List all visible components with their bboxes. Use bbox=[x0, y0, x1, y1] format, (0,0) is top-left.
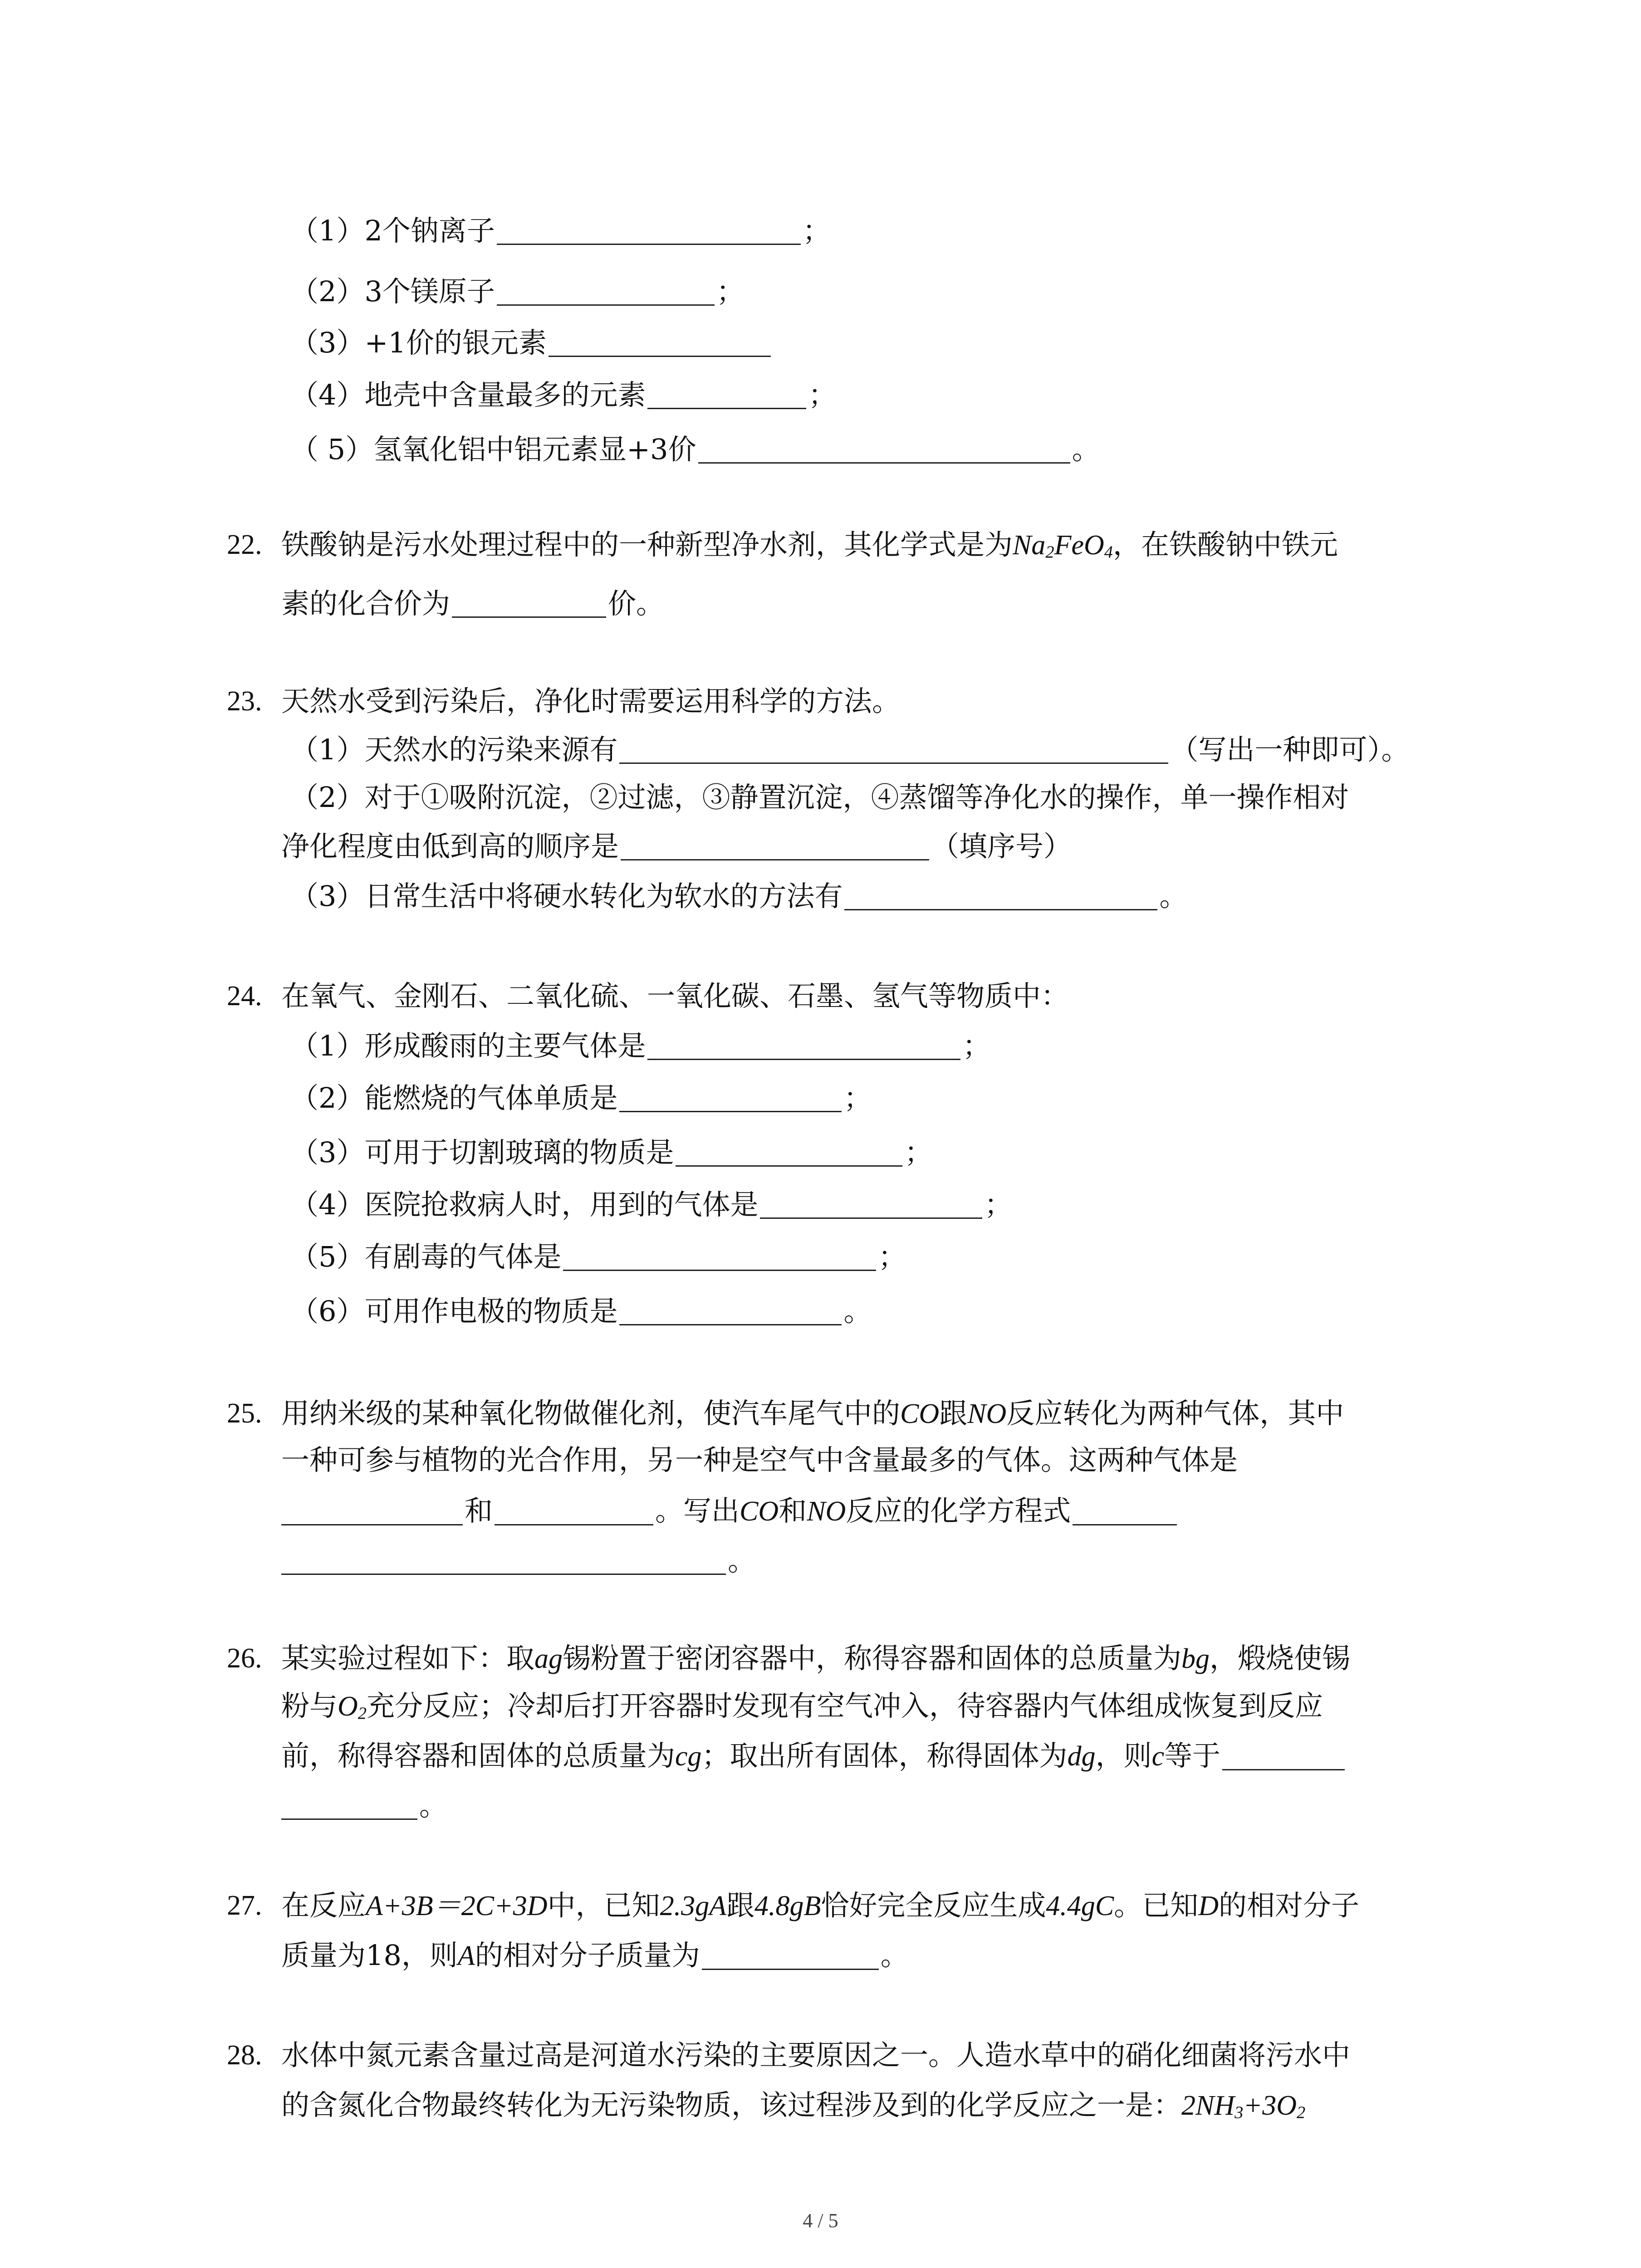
var-dg: dg bbox=[1067, 1741, 1096, 1772]
q26-text: ，则 bbox=[1095, 1739, 1152, 1772]
answer-blank[interactable] bbox=[1222, 1744, 1345, 1770]
q26-text: ，煅烧使锡 bbox=[1210, 1642, 1351, 1675]
q27-text: 跟 bbox=[726, 1889, 754, 1922]
q24-item-1 bbox=[290, 1029, 991, 1062]
answer-blank[interactable] bbox=[281, 1793, 417, 1820]
answer-blank[interactable] bbox=[676, 1140, 902, 1167]
q24-item-end: 。 bbox=[843, 1295, 872, 1328]
q26-text: 锡粉置于密闭容器中，称得容器和固体的总质量为 bbox=[563, 1642, 1182, 1675]
q22-text: 素的化合价为 bbox=[281, 587, 451, 620]
q26-line-1 bbox=[281, 1644, 1350, 1673]
q26-text: 充分反应；冷却后打开容器时发现有空气冲入，待容器内气体组成恢复到反应 bbox=[367, 1689, 1323, 1722]
q22-text: 铁酸钠是污水处理过程中的一种新型净水剂，其化学式是为 bbox=[281, 528, 1013, 561]
q25-text: 反应转化为两种气体，其中 bbox=[1006, 1397, 1344, 1430]
answer-blank[interactable] bbox=[702, 1943, 879, 1970]
q21-item-1-end: ； bbox=[802, 214, 831, 247]
q27-text: 。已知 bbox=[1114, 1889, 1199, 1922]
answer-blank[interactable] bbox=[619, 737, 1168, 764]
q25-text: 和 bbox=[465, 1494, 493, 1527]
formula-co: CO bbox=[740, 1496, 779, 1527]
q23-stem: 天然水受到污染后，净化时需要运用科学的方法。 bbox=[281, 684, 901, 718]
answer-blank[interactable] bbox=[621, 834, 929, 860]
q24-item-end: ； bbox=[878, 1240, 906, 1273]
mass-b: 4.8gB bbox=[754, 1891, 821, 1921]
q27-text: 质量为18，则 bbox=[281, 1939, 458, 1972]
q27-text: 在反应 bbox=[281, 1889, 366, 1922]
answer-blank[interactable] bbox=[281, 1499, 463, 1525]
q24-item-4 bbox=[290, 1188, 1013, 1221]
q22-text: 价。 bbox=[608, 587, 665, 620]
question-number: 22. bbox=[227, 529, 262, 560]
q27-line-2 bbox=[281, 1941, 909, 1970]
var-cg: cg bbox=[675, 1741, 702, 1772]
q24-stem: 在氧气、金刚石、二氧化硫、一氧化碳、石墨、氢气等物质中： bbox=[281, 979, 1069, 1012]
q24-item-6 bbox=[290, 1295, 872, 1328]
q21-item-1-label: （1）2个钠离子 bbox=[290, 214, 495, 247]
q21-item-3 bbox=[290, 326, 773, 359]
q28-line-2 bbox=[281, 2088, 1306, 2122]
q25-text: 反应的化学方程式 bbox=[846, 1494, 1071, 1527]
var-bg: bg bbox=[1181, 1643, 1210, 1674]
q21-item-4-label: （4）地壳中含量最多的元素 bbox=[290, 378, 646, 411]
q28-text: 的含氮化合物最终转化为无污染物质，该过程涉及到的化学反应之一是： bbox=[281, 2088, 1182, 2121]
answer-blank[interactable] bbox=[619, 1299, 842, 1325]
question-number: 23. bbox=[227, 686, 262, 717]
formula: $Na_2FeO_4$ bbox=[1013, 530, 1113, 562]
q24-item-5 bbox=[290, 1240, 906, 1273]
formula-no: NO bbox=[967, 1398, 1007, 1429]
q27-text: 。 bbox=[880, 1939, 909, 1972]
answer-blank[interactable] bbox=[619, 1085, 842, 1112]
answer-blank[interactable] bbox=[647, 382, 806, 409]
formula-nh3: $2NH_3+3O_2$ bbox=[1181, 2090, 1306, 2122]
q25-line-2: 一种可参与植物的光合作用，另一种是空气中含量最多的气体。这两种气体是 bbox=[281, 1443, 1238, 1476]
answer-blank[interactable] bbox=[281, 1548, 726, 1575]
q26-line-3 bbox=[281, 1739, 1347, 1772]
q26-text: 等于 bbox=[1164, 1739, 1221, 1772]
var-d: D bbox=[1198, 1891, 1219, 1921]
answer-blank[interactable] bbox=[495, 1499, 653, 1525]
question-number: 28. bbox=[227, 2040, 262, 2071]
q26-text: 粉与 bbox=[281, 1689, 338, 1722]
answer-blank[interactable] bbox=[563, 1244, 876, 1271]
question-number: 25. bbox=[227, 1398, 262, 1429]
answer-blank[interactable] bbox=[452, 591, 606, 618]
q27-text: 的相对分子质量为 bbox=[475, 1939, 700, 1972]
mass-a: 2.3gA bbox=[660, 1891, 726, 1921]
q24-item-end: ； bbox=[962, 1029, 991, 1062]
q23-text: （3）日常生活中将硬水转化为软水的方法有 bbox=[290, 880, 843, 913]
formula-o2: $O_2$ bbox=[338, 1691, 367, 1723]
q24-item-end: ； bbox=[984, 1188, 1013, 1221]
q28-line-1: 水体中氮元素含量过高是河道水污染的主要原因之一。人造水草中的硝化细菌将污水中 bbox=[281, 2038, 1351, 2072]
q26-line-4 bbox=[281, 1789, 448, 1822]
q24-item-label: （4）医院抢救病人时，用到的气体是 bbox=[290, 1188, 759, 1221]
q25-text: 跟 bbox=[939, 1397, 968, 1430]
answer-blank[interactable] bbox=[698, 437, 1070, 464]
q23-text: 。 bbox=[1159, 880, 1188, 913]
q22-text: ，在铁酸钠中铁元 bbox=[1112, 528, 1338, 561]
q25-line-4 bbox=[281, 1544, 756, 1577]
q21-item-2-end: ； bbox=[716, 275, 745, 308]
answer-blank[interactable] bbox=[549, 330, 771, 357]
q26-text: 。 bbox=[419, 1789, 448, 1822]
q26-line-2 bbox=[281, 1689, 1323, 1723]
q21-item-5-end: 。 bbox=[1072, 433, 1100, 466]
answer-blank[interactable] bbox=[497, 279, 715, 306]
q24-item-label: （5）有剧毒的气体是 bbox=[290, 1240, 562, 1273]
answer-blank[interactable] bbox=[844, 884, 1157, 910]
q26-text: ；取出所有固体，称得固体为 bbox=[701, 1739, 1068, 1772]
q25-text: 。 bbox=[728, 1544, 756, 1577]
var-c: c bbox=[1151, 1741, 1165, 1772]
answer-blank[interactable] bbox=[647, 1033, 960, 1060]
q21-item-4-end: ； bbox=[808, 378, 837, 411]
q24-item-label: （1）形成酸雨的主要气体是 bbox=[290, 1029, 646, 1062]
q24-item-end: ； bbox=[843, 1081, 872, 1114]
answer-blank[interactable] bbox=[1073, 1499, 1177, 1525]
q25-line-3 bbox=[281, 1494, 1179, 1527]
q21-item-5-label: （ 5）氢氧化铝中铝元素显+3价 bbox=[290, 433, 696, 466]
q22-line-1 bbox=[281, 528, 1338, 562]
q21-item-5 bbox=[290, 435, 1100, 464]
answer-blank[interactable] bbox=[760, 1192, 982, 1219]
q25-text: 用纳米级的某种氧化物做催化剂，使汽车尾气中的 bbox=[281, 1397, 901, 1430]
q22-line-2 bbox=[281, 587, 665, 620]
q21-item-4 bbox=[290, 378, 837, 411]
q27-line-1 bbox=[281, 1889, 1360, 1922]
q23-part-3 bbox=[290, 880, 1188, 913]
q21-item-2-label: （2）3个镁原子 bbox=[290, 275, 495, 308]
q23-text: （写出一种即可）。 bbox=[1170, 733, 1410, 766]
q23-text: （1）天然水的污染来源有 bbox=[290, 733, 618, 766]
mass-c: 4.4gC bbox=[1046, 1891, 1114, 1921]
formula-no: NO bbox=[807, 1496, 846, 1527]
var-ag: ag bbox=[534, 1643, 563, 1674]
q26-text: 前，称得容器和固体的总质量为 bbox=[281, 1739, 676, 1772]
q27-text: 的相对分子 bbox=[1219, 1889, 1360, 1922]
q23-text: 净化程度由低到高的顺序是 bbox=[281, 830, 619, 863]
q25-text: 和 bbox=[779, 1494, 807, 1527]
formula-co: CO bbox=[900, 1398, 940, 1429]
question-number: 24. bbox=[227, 981, 262, 1012]
q23-part-2-line-2 bbox=[281, 830, 1072, 863]
q21-item-3-label: （3）+1价的银元素 bbox=[290, 326, 547, 359]
q24-item-label: （6）可用作电极的物质是 bbox=[290, 1295, 618, 1328]
var-a: A bbox=[457, 1941, 475, 1971]
question-number: 27. bbox=[227, 1890, 262, 1921]
q24-item-label: （2）能燃烧的气体单质是 bbox=[290, 1081, 618, 1114]
q24-item-3 bbox=[290, 1136, 933, 1169]
page-number: 4 / 5 bbox=[803, 2209, 838, 2232]
q24-item-end: ； bbox=[904, 1136, 933, 1169]
q21-item-1 bbox=[290, 214, 831, 247]
q23-part-2-line-1: （2）对于①吸附沉淀，②过滤，③静置沉淀，④蒸馏等净化水的操作，单一操作相对 bbox=[290, 781, 1349, 814]
q23-part-1 bbox=[290, 733, 1410, 766]
q27-text: 中，已知 bbox=[547, 1889, 660, 1922]
q23-text: （填序号） bbox=[931, 830, 1072, 863]
q26-text: 某实验过程如下：取 bbox=[281, 1642, 535, 1675]
reaction-equation: A+3B＝2C+3D bbox=[366, 1891, 548, 1921]
q27-text: 恰好完全反应生成 bbox=[821, 1889, 1046, 1922]
question-number: 26. bbox=[227, 1643, 262, 1674]
q21-item-2 bbox=[290, 275, 745, 308]
q24-item-label: （3）可用于切割玻璃的物质是 bbox=[290, 1136, 674, 1169]
q25-line-1 bbox=[281, 1399, 1344, 1428]
q25-text: 。写出 bbox=[655, 1494, 740, 1527]
answer-blank[interactable] bbox=[497, 218, 801, 245]
q24-item-2 bbox=[290, 1081, 872, 1114]
